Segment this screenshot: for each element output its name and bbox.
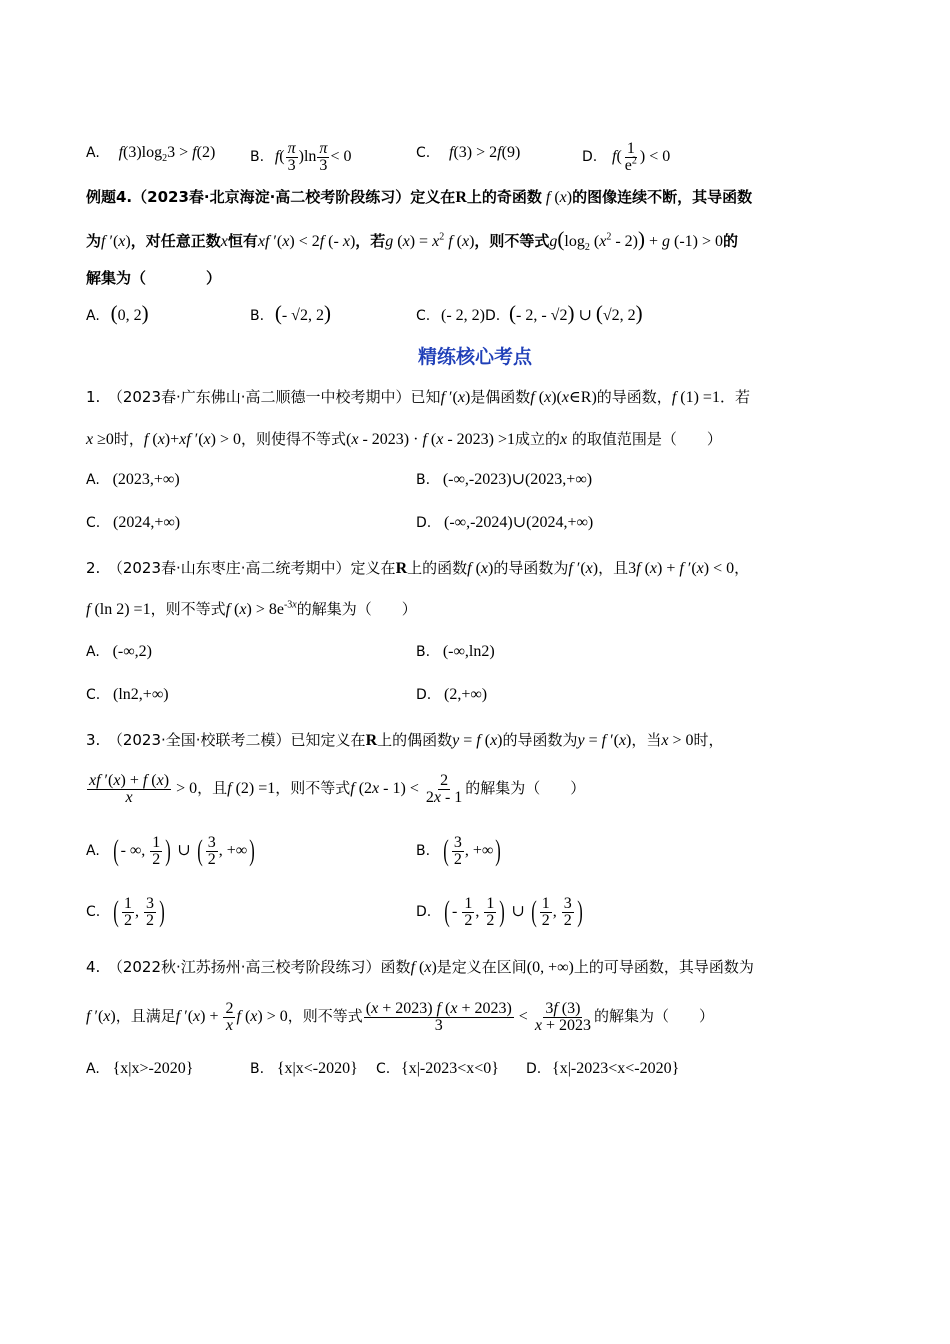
option-label: C. (86, 687, 101, 703)
text: ，则不等式 (474, 232, 550, 250)
q4-option-c (376, 1057, 499, 1080)
example4-option-c-d: C. (- 2, 2)D. (- 2, - √2) ∪ (√2, 2) (416, 301, 643, 325)
text: ，且 (197, 779, 228, 797)
option-label: A. (86, 1061, 100, 1077)
option-label: D. (416, 515, 432, 531)
q1-option-a (86, 468, 180, 491)
q3-line1: 3. （2023·全国·校联考二模）已知定义在R上的偶函数y = f (x)的导函数为y = f ′(x)，当x > 0时， (86, 731, 724, 749)
option-label: D. (416, 904, 432, 920)
text: 是定义在区间 (436, 958, 527, 976)
option-d-math: f( $\frac{1}{e^2}$ ) < 0 (612, 140, 671, 174)
option-label: C. (416, 308, 431, 324)
option-label: A. (86, 843, 100, 859)
text: ，且 (598, 559, 629, 577)
text: 恒有 (227, 232, 258, 250)
option-label: C. (86, 904, 101, 920)
example4-option-b: B. (- √2, 2) (250, 301, 331, 325)
text: 的图像连续不断，其导函数 (572, 188, 753, 206)
q1-line2: x ≥0时，f (x)+xf ′(x) > 0，则使得不等式(x - 2023) · f (x - 2023) >1成立的x 的取值范围是（ ） (86, 430, 722, 448)
text: ．若 (719, 388, 750, 406)
example4-line2: 为f ′(x)，对任意正数x恒有xf ′(x) < 2f (- x)，若g $(x) = x^2$ f (x)，则不等式$g(\log_2$ $(x^2 - 2)) + g$ (-1) > 0的 (86, 227, 739, 254)
text: 定义在 (410, 188, 456, 206)
option-math: (2,+∞) (444, 686, 488, 703)
prev-option-c (416, 141, 520, 164)
example4-line1: 例题4.（2023春·北京海淀·高二校考阶段练习）定义在R上的奇函数 f (x)的图像连续不断，其导函数 (86, 188, 753, 206)
question-source: （2022秋·江苏扬州·高三校考阶段练习） (115, 958, 381, 976)
option-label: C. (376, 1061, 391, 1077)
q2-option-c (86, 683, 169, 706)
q1-option-d (416, 511, 593, 534)
text: 已知定义在 (290, 731, 366, 749)
q2-line2: f (ln 2) =1，则不等式f $(x) > 8e^{-3x}$的解集为（ ） (86, 599, 417, 618)
text: ，当 (631, 731, 662, 749)
option-label: B. (250, 149, 265, 166)
option-label: D. (582, 149, 598, 166)
text: 上的奇函数 (466, 188, 542, 206)
text: 时， (693, 731, 724, 749)
text: 上的函数 (407, 559, 468, 577)
option-b-math: f( $\frac{\pi}{3}$ )ln $\frac{\pi}{3}$ < 0 (274, 140, 352, 174)
question-number: 3. (86, 731, 101, 749)
q1-line1: 1. （2023春·广东佛山·高二顺德一中校考期中）已知f ′(x)是偶函数f (x)(x∈R)的导函数，f (1) =1．若 (86, 388, 750, 406)
text: 解集为（ ） (86, 269, 222, 287)
text: 上的可导函数，其导函数为 (573, 958, 754, 976)
text: 的导函数， (596, 388, 672, 406)
option-label: D. (526, 1061, 542, 1077)
option-math: {x|-2023<x<-2020} (552, 1060, 680, 1077)
example-source: （2023春·北京海淀·高二校考阶段练习） (132, 188, 411, 206)
option-label: D. (416, 687, 432, 703)
option-math: (-∞,-2023)∪(2023,+∞) (442, 471, 593, 488)
text: ，则不等式 (275, 779, 351, 797)
option-label: A. (86, 472, 100, 488)
q2-line1: 2. （2023春·山东枣庄·高二统考期中）定义在R上的函数f (x)的导函数为f ′(x)，且3f (x) + f ′(x) < 0， (86, 559, 750, 577)
option-math: {x|x<-2020} (276, 1060, 358, 1077)
option-math: (2024,+∞) (113, 514, 181, 531)
text: 的 (723, 232, 739, 250)
q3-option-a: A. ( - ∞, $\frac{1}{2}$ ) ∪ ( $\frac{3}{2}$ , +∞) (86, 833, 255, 868)
text: 已知 (410, 388, 441, 406)
q1-option-c (86, 511, 180, 534)
option-math: (2023,+∞) (112, 471, 180, 488)
text: ，则不等式 (150, 600, 226, 618)
option-math: (-∞,-2024)∪(2024,+∞) (444, 514, 594, 531)
example-prefix: 例题4. (86, 188, 133, 206)
question-source: （2023春·广东佛山·高二顺德一中校考期中） (115, 388, 411, 406)
text: ，且满足 (115, 1007, 176, 1025)
option-label: A. (86, 145, 100, 161)
text: 函数 (380, 958, 411, 976)
option-label: B. (250, 308, 265, 324)
option-label: B. (416, 644, 431, 660)
q4-line2: f ′(x)，且满足f ′(x) + $\frac{2}{x}$ f (x) > 0，则不等式 $\frac{(x + 2023) f (x + 2023)}{3}$ < $\frac{3f (3)}{x + 2023}$ 的解集为（ ） (86, 999, 714, 1034)
q3-line2: $\frac{xf '(x) + f (x)}{x}$ > 0，且f (2) =1，则不等式f (2x - 1) < $\frac{2}{2x - 1}$ 的解集为（ ） (89, 771, 586, 806)
prev-option-b (250, 141, 351, 174)
question-number: 4. (86, 958, 101, 976)
q2-option-d (416, 683, 487, 706)
question-number: 2. (86, 559, 101, 577)
option-math: (-∞,ln2) (442, 643, 495, 660)
question-source: （2023·全国·校联考二模） (115, 731, 291, 749)
q4-line1: 4. （2022秋·江苏扬州·高三校考阶段练习）函数f (x)是定义在区间(0, +∞)上的可导函数，其导函数为 (86, 958, 754, 976)
option-label: A. (86, 644, 100, 660)
question-number: 1. (86, 388, 101, 406)
prev-option-d (582, 141, 670, 174)
text: ， (734, 559, 750, 577)
option-label: A. (86, 308, 100, 324)
text: 的导函数为 (493, 559, 569, 577)
text: ，若 (355, 232, 386, 250)
example4-line3 (86, 267, 221, 289)
q4-option-b (250, 1057, 358, 1080)
option-label: B. (416, 472, 431, 488)
option-label: B. (416, 843, 431, 859)
question-source: （2023春·山东枣庄·高二统考期中） (115, 559, 351, 577)
option-a-math: $f(3)\log_23 > f(2)$ (118, 144, 216, 165)
option-label: B. (250, 1061, 265, 1077)
prev-options-row (86, 141, 215, 164)
text: ，则使得不等式 (241, 430, 347, 448)
text: 时， (113, 430, 144, 448)
text: 的解集为（ ） (296, 600, 417, 618)
q2-option-b (416, 640, 495, 663)
option-math: (-∞,2) (112, 643, 152, 660)
text: 的取值范围是（ ） (571, 430, 722, 448)
text: 上的偶函数 (377, 731, 453, 749)
text: 的解集为（ ） (593, 1007, 714, 1025)
text: 的解集为（ ） (465, 779, 586, 797)
q4-option-d (526, 1057, 679, 1080)
text: 成立的 (515, 430, 561, 448)
q1-option-b (416, 468, 592, 491)
text: 定义在 (350, 559, 396, 577)
text: 的导函数为 (502, 731, 578, 749)
q2-option-a (86, 640, 152, 663)
option-label: D. (485, 308, 501, 324)
section-title: 精练核心考点 (417, 346, 532, 368)
text: ，则不等式 (287, 1007, 363, 1025)
option-math: {x|-2023<x<0} (401, 1060, 499, 1077)
q3-option-d: D. ( - $\frac{1}{2}$ , $\frac{1}{2}$ ) ∪ ( $\frac{1}{2}$ , $\frac{3}{2}$ ) (416, 894, 583, 929)
q3-option-b: B. ( $\frac{3}{2}$ , +∞) (416, 833, 502, 868)
option-label: C. (416, 145, 431, 161)
option-math: (ln2,+∞) (113, 686, 169, 703)
text: 是偶函数 (470, 388, 531, 406)
option-math: {x|x>-2020} (112, 1060, 194, 1077)
text: ，对任意正数 (130, 232, 221, 250)
option-label: C. (86, 515, 101, 531)
example4-option-a: A. (0, 2) (86, 301, 149, 325)
q4-option-a (86, 1057, 193, 1080)
text: 为 (86, 232, 102, 250)
option-c-math: f(3) > 2f(9) (449, 144, 521, 161)
q3-option-c: C. ( $\frac{1}{2}$ , $\frac{3}{2}$ ) (86, 894, 165, 929)
